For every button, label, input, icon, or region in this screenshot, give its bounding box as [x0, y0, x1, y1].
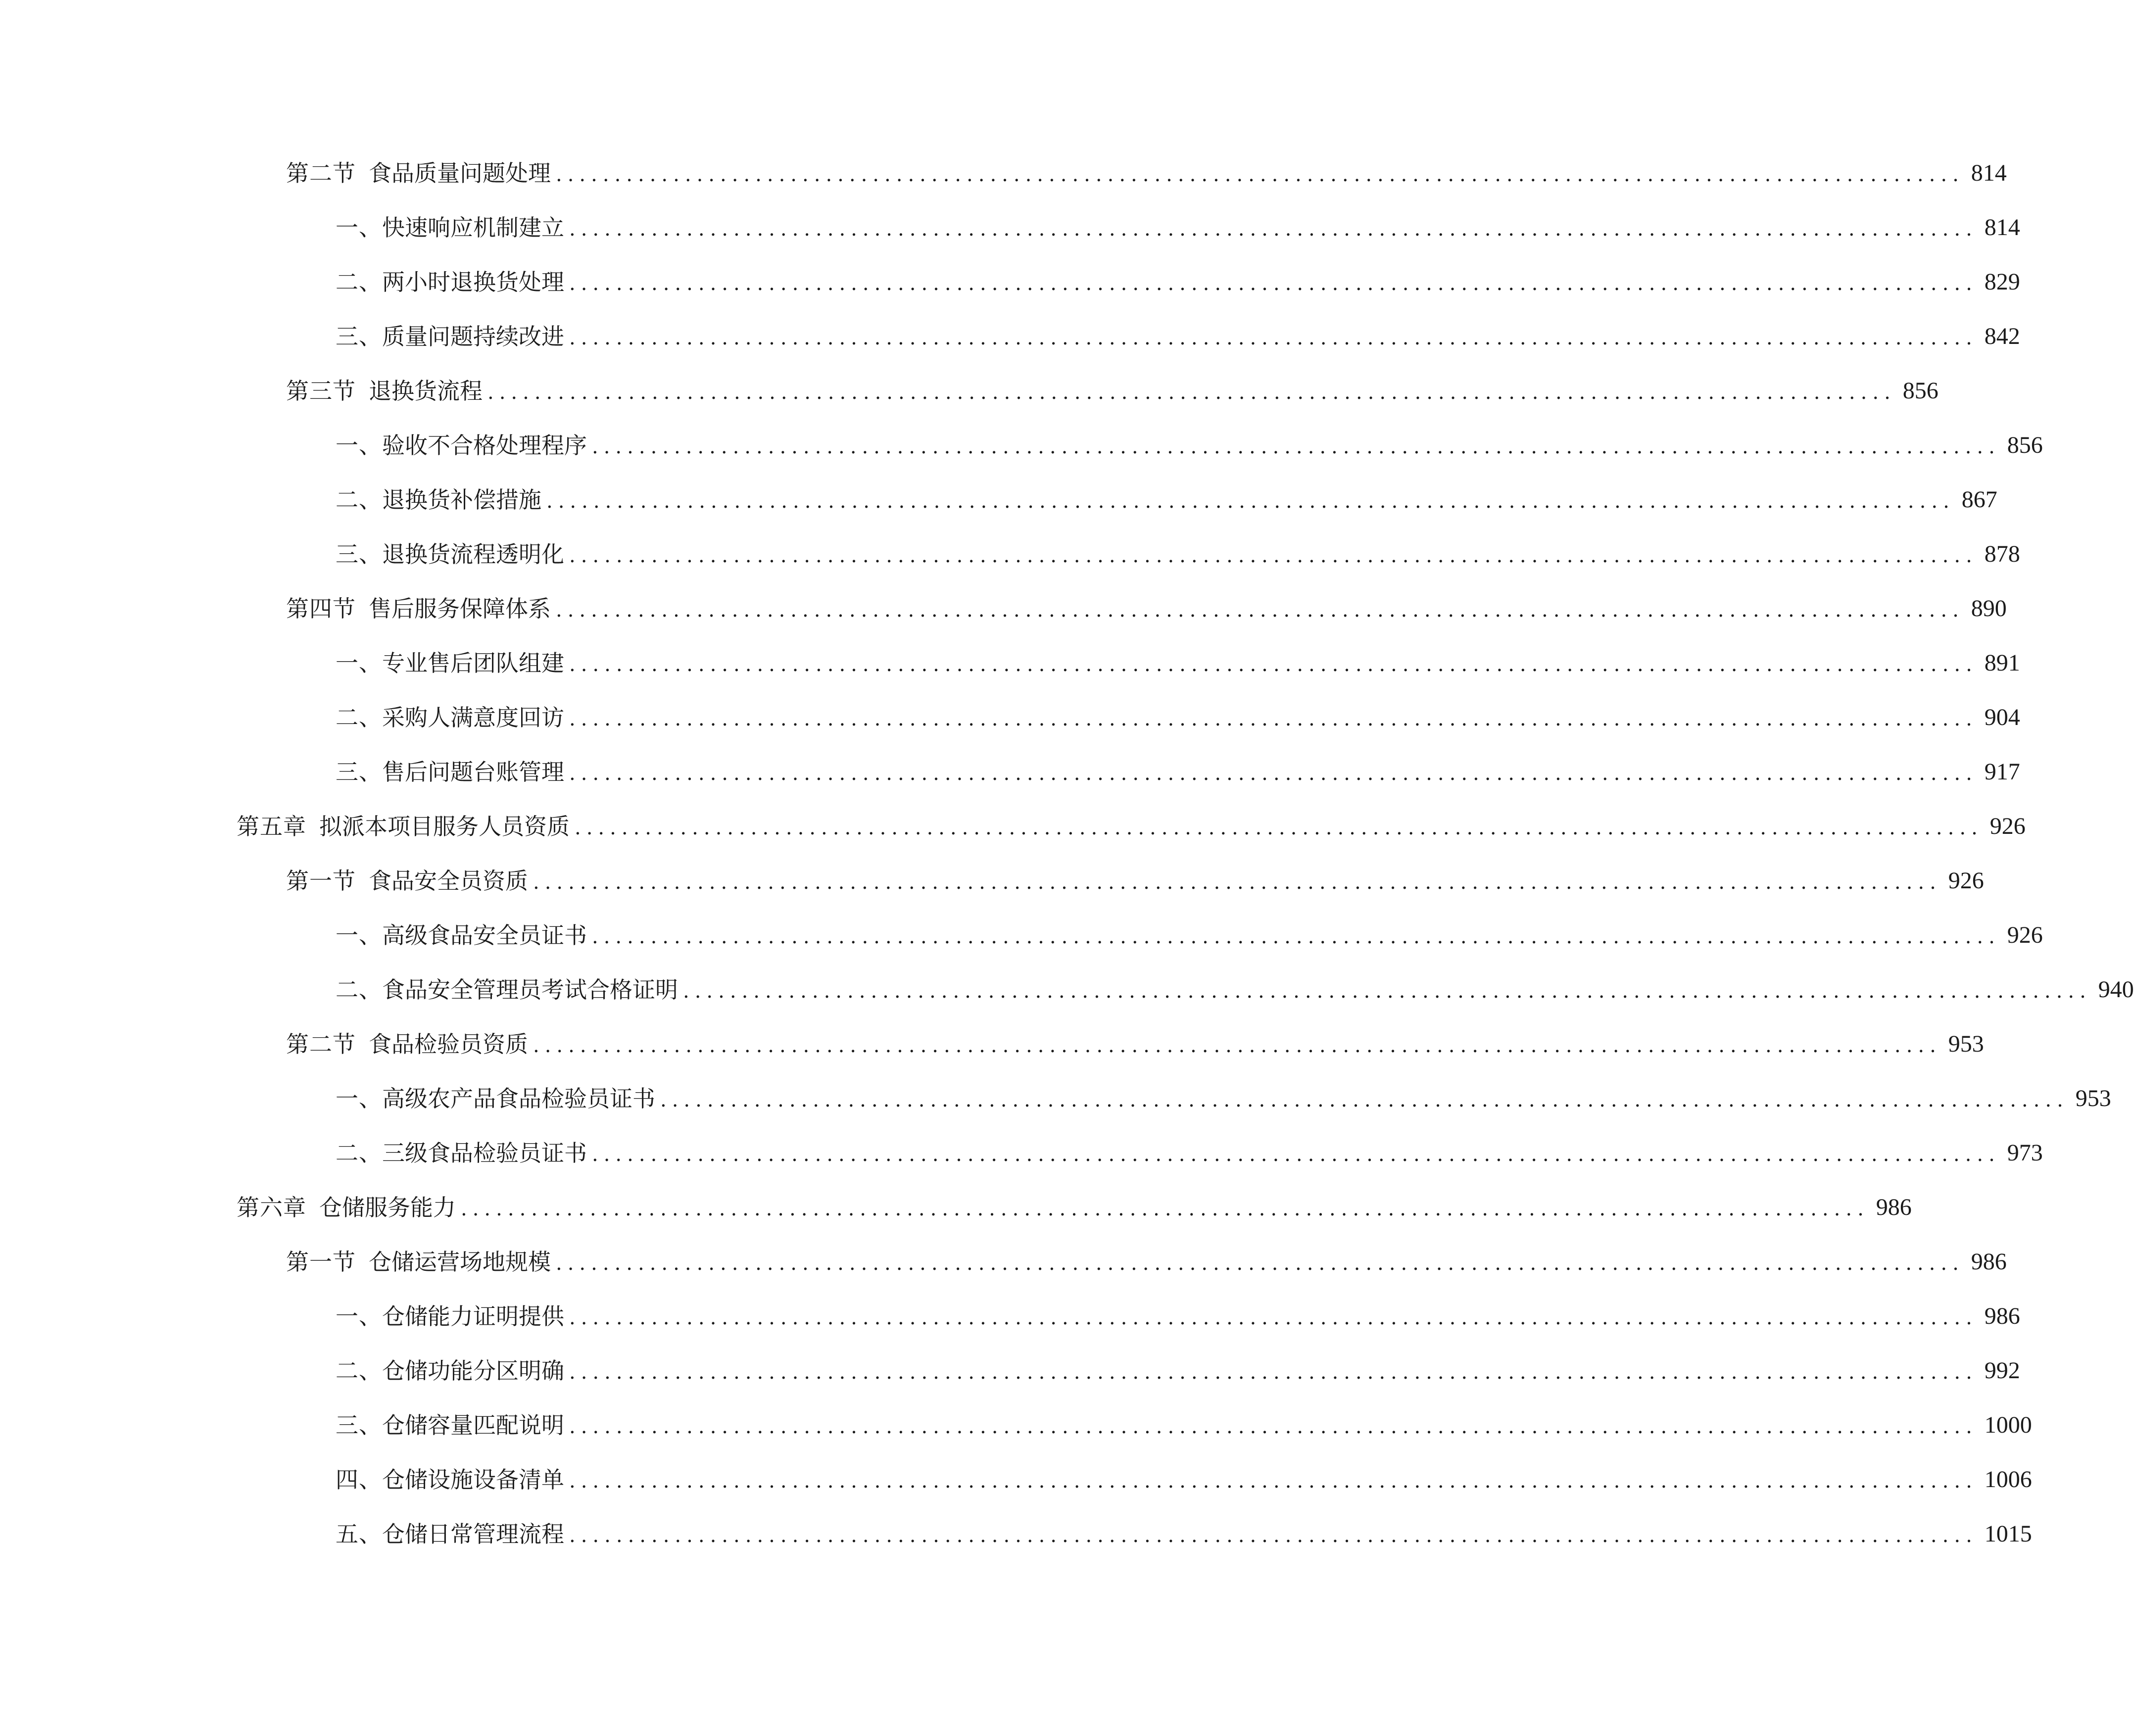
entry-prefix: 第三节 [286, 378, 356, 404]
entry-page-number: 953 [1948, 1031, 1984, 1057]
toc-entry-item[interactable] [336, 970, 2134, 1010]
entry-prefix: 三、 [336, 323, 382, 350]
dot-leader: ........................................................................................................................ [546, 490, 1955, 513]
toc-entry-item[interactable] [336, 698, 2020, 737]
dot-leader: ........................................................................................................................ [660, 1089, 2069, 1111]
entry-title: 仓储服务能力 [319, 1194, 456, 1221]
toc-entry-item[interactable] [336, 208, 2020, 247]
entry-page-number: 986 [1876, 1194, 1912, 1220]
entry-page-number: 842 [1984, 323, 2020, 349]
dot-leader: ........................................................................................................................ [556, 163, 1964, 186]
entry-title: 仓储日常管理流程 [382, 1521, 564, 1547]
dot-leader: ........................................................................................................................ [556, 1252, 1964, 1275]
toc-entry-item[interactable] [336, 480, 1997, 520]
entry-title: 食品安全管理员考试合格证明 [382, 976, 678, 1003]
dot-leader: ........................................................................................................................ [592, 1143, 2000, 1166]
entry-prefix: 一、 [336, 432, 382, 459]
dot-leader: ........................................................................................................................ [569, 1361, 1978, 1384]
dot-leader: ........................................................................................................................ [569, 653, 1978, 676]
entry-title: 退换货流程 [369, 378, 483, 404]
entry-title: 售后服务保障体系 [369, 595, 551, 622]
toc-entry-section[interactable] [286, 861, 1984, 901]
entry-title: 仓储运营场地规模 [369, 1249, 551, 1275]
entry-prefix: 第一节 [286, 868, 356, 894]
entry-title: 仓储容量匹配说明 [382, 1412, 564, 1439]
dot-leader: ........................................................................................................................ [556, 599, 1964, 622]
entry-page-number: 986 [1984, 1303, 2020, 1329]
dot-leader: ........................................................................................................................ [569, 1470, 1978, 1493]
entry-page-number: 904 [1984, 704, 2020, 730]
entry-title: 仓储功能分区明确 [382, 1357, 564, 1384]
entry-prefix: 五、 [336, 1521, 382, 1547]
toc-entry-item[interactable] [336, 1405, 2032, 1445]
entry-page-number: 814 [1971, 160, 2007, 186]
entry-prefix: 第五章 [237, 813, 306, 840]
toc-entry-item[interactable] [336, 916, 2043, 955]
toc-entry-item[interactable] [336, 534, 2020, 574]
entry-title: 拟派本项目服务人员资质 [319, 813, 570, 840]
dot-leader: ........................................................................................................................ [569, 708, 1978, 730]
entry-title: 退换货补偿措施 [382, 486, 541, 513]
entry-page-number: 1006 [1984, 1466, 2032, 1493]
entry-prefix: 第四节 [286, 595, 356, 622]
entry-prefix: 第二节 [286, 1031, 356, 1058]
dot-leader: ........................................................................................................................ [569, 544, 1978, 567]
toc-entry-chapter[interactable] [237, 807, 2026, 846]
entry-title: 专业售后团队组建 [382, 650, 564, 676]
entry-title: 采购人满意度回访 [382, 704, 564, 731]
entry-title: 三级食品检验员证书 [382, 1140, 587, 1166]
toc-entry-item[interactable] [336, 752, 2020, 792]
dot-leader: ........................................................................................................................ [533, 1034, 1941, 1057]
toc-entry-item[interactable] [336, 1514, 2032, 1554]
entry-page-number: 926 [1948, 868, 1984, 894]
entry-page-number: 856 [1902, 378, 1939, 404]
toc-entry-item[interactable] [336, 1297, 2020, 1336]
entry-prefix: 四、 [336, 1466, 382, 1493]
entry-prefix: 一、 [336, 650, 382, 676]
dot-leader: ........................................................................................................................ [487, 381, 1896, 404]
dot-leader: ........................................................................................................................ [683, 980, 2091, 1003]
entry-page-number: 814 [1984, 214, 2020, 241]
entry-page-number: 829 [1984, 269, 2020, 295]
entry-page-number: 867 [1961, 486, 1997, 513]
entry-prefix: 二、 [336, 1140, 382, 1166]
entry-title: 质量问题持续改进 [382, 323, 564, 350]
entry-page-number: 986 [1971, 1249, 2007, 1275]
dot-leader: ........................................................................................................................ [569, 327, 1978, 349]
entry-page-number: 878 [1984, 541, 2020, 567]
entry-page-number: 926 [2007, 922, 2043, 948]
entry-prefix: 一、 [336, 1085, 382, 1112]
entry-page-number: 1015 [1984, 1521, 2032, 1547]
toc-entry-item[interactable] [336, 426, 2043, 465]
entry-title: 快速响应机制建立 [382, 214, 564, 241]
dot-leader: ........................................................................................................................ [461, 1198, 1869, 1220]
entry-title: 仓储能力证明提供 [382, 1303, 564, 1330]
entry-page-number: 856 [2007, 432, 2043, 458]
dot-leader: ........................................................................................................................ [569, 1306, 1978, 1329]
dot-leader: ........................................................................................................................ [569, 762, 1978, 785]
entry-page-number: 992 [1984, 1357, 2020, 1384]
entry-page-number: 953 [2075, 1085, 2111, 1111]
entry-page-number: 917 [1984, 759, 2020, 785]
dot-leader: ........................................................................................................................ [575, 817, 1983, 839]
dot-leader: ........................................................................................................................ [569, 1415, 1978, 1438]
entry-prefix: 二、 [336, 1357, 382, 1384]
toc-entry-item[interactable] [336, 1460, 2032, 1499]
entry-prefix: 二、 [336, 269, 382, 295]
toc-entry-item[interactable] [336, 1351, 2020, 1391]
entry-page-number: 973 [2007, 1140, 2043, 1166]
entry-prefix: 二、 [336, 486, 382, 513]
dot-leader: ........................................................................................................................ [592, 925, 2000, 948]
entry-page-number: 940 [2098, 976, 2134, 1003]
entry-prefix: 一、 [336, 1303, 382, 1330]
entry-prefix: 一、 [336, 922, 382, 949]
entry-title: 两小时退换货处理 [382, 269, 564, 295]
dot-leader: ........................................................................................................................ [533, 871, 1941, 894]
toc-entry-item[interactable] [336, 262, 2020, 302]
toc-entry-item[interactable] [336, 1079, 2111, 1118]
entry-title: 仓储设施设备清单 [382, 1466, 564, 1493]
entry-page-number: 1000 [1984, 1412, 2032, 1438]
entry-title: 售后问题台账管理 [382, 759, 564, 785]
toc-entry-section[interactable] [286, 1242, 2007, 1282]
entry-title: 高级农产品食品检验员证书 [382, 1085, 655, 1112]
entry-title: 高级食品安全员证书 [382, 922, 587, 949]
entry-title: 食品安全员资质 [369, 868, 528, 894]
entry-prefix: 三、 [336, 541, 382, 568]
toc-entry-chapter[interactable] [237, 1188, 1912, 1227]
entry-prefix: 第六章 [237, 1194, 306, 1221]
entry-prefix: 三、 [336, 1412, 382, 1439]
entry-prefix: 二、 [336, 704, 382, 731]
entry-title: 食品检验员资质 [369, 1031, 528, 1058]
dot-leader: ........................................................................................................................ [592, 435, 2000, 458]
entry-page-number: 891 [1984, 650, 2020, 676]
entry-page-number: 926 [1989, 813, 2026, 839]
dot-leader: ........................................................................................................................ [569, 1524, 1978, 1547]
entry-title: 食品质量问题处理 [369, 160, 551, 187]
dot-leader: ........................................................................................................................ [569, 218, 1978, 241]
dot-leader: ........................................................................................................................ [569, 272, 1978, 295]
toc-entry-item[interactable] [336, 317, 2020, 356]
entry-prefix: 第一节 [286, 1249, 356, 1275]
entry-prefix: 第二节 [286, 160, 356, 187]
entry-title: 退换货流程透明化 [382, 541, 564, 568]
toc-entry-section[interactable] [286, 589, 2007, 628]
toc-entry-section[interactable] [286, 153, 2007, 193]
entry-prefix: 一、 [336, 214, 382, 241]
toc-entry-item[interactable] [336, 1133, 2043, 1173]
entry-prefix: 三、 [336, 759, 382, 785]
entry-prefix: 二、 [336, 976, 382, 1003]
entry-title: 验收不合格处理程序 [382, 432, 587, 459]
entry-page-number: 890 [1971, 595, 2007, 622]
toc-entry-section[interactable] [286, 371, 1939, 411]
toc-entry-item[interactable] [336, 643, 2020, 683]
toc-entry-section[interactable] [286, 1024, 1984, 1064]
